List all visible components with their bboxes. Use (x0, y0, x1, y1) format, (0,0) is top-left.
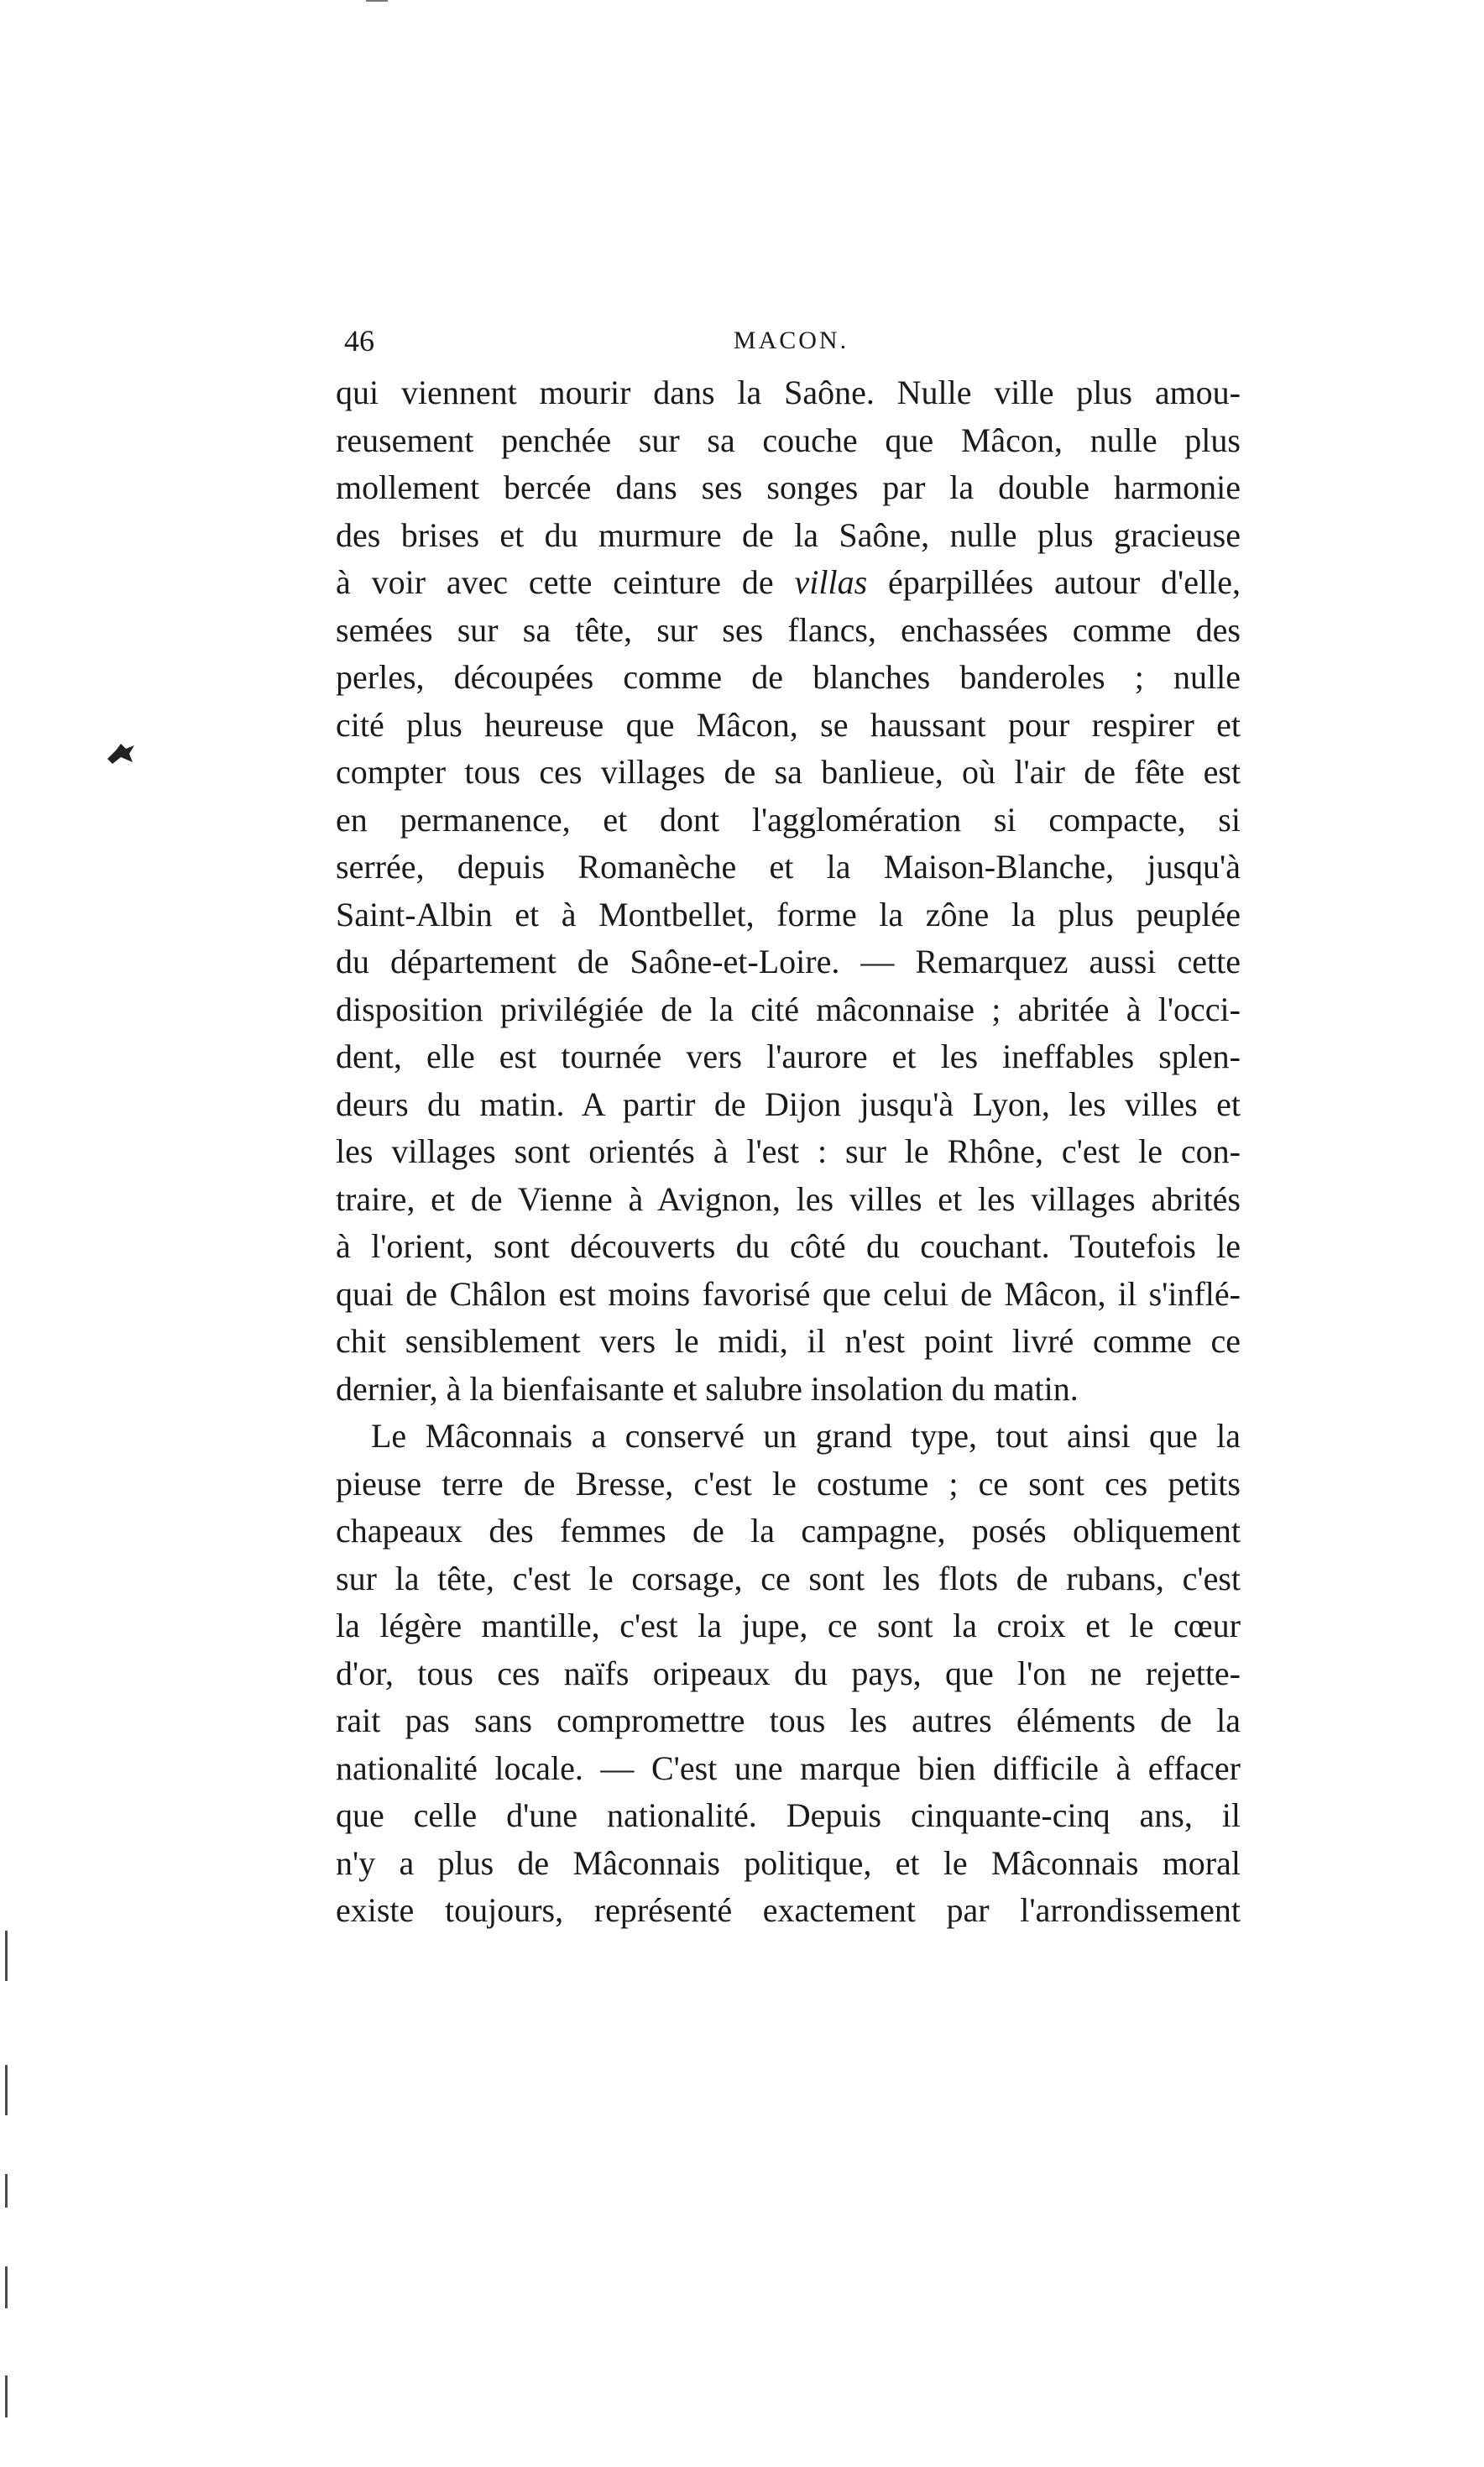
text-line: reusement penchée sur sa couche que Mâcon, nulle plus (336, 421, 1241, 459)
text-line: qui viennent mourir dans la Saône. Nulle ville plus amou- (336, 374, 1241, 411)
text-line: des brises et du murmure de la Saône, nulle plus gracieuse (336, 515, 1241, 554)
text-line: à l'orient, sont découverts du côté du couchant. Toutefois le (336, 1227, 1241, 1265)
text-line: perles, découpées comme de blanches banderoles ; nulle (336, 658, 1241, 696)
text-line: deurs du matin. A partir de Dijon jusqu'à Lyon, les villes et (336, 1085, 1241, 1123)
text-line: semées sur sa tête, sur ses flancs, enchassées comme des (336, 610, 1241, 649)
text-line: dernier, à la bienfaisante et salubre insolation du matin. (336, 1369, 1079, 1408)
scan-artifact (366, 0, 388, 2)
margin-mark (5, 1931, 8, 1981)
text-line: chit sensiblement vers le midi, il n'est point livré comme ce (336, 1322, 1241, 1360)
text-line: traire, et de Vienne à Avignon, les villes et les villages abrités (336, 1179, 1241, 1218)
text-line: les villages sont orientés à l'est : sur le Rhône, c'est le con- (336, 1132, 1241, 1170)
margin-mark (5, 2065, 8, 2115)
text-line: disposition privilégiée de la cité mâconnaise ; abritée à l'occi- (336, 990, 1241, 1028)
text-line: sur la tête, c'est le corsage, ce sont les flots de rubans, c'est (336, 1559, 1241, 1597)
text-line: rait pas sans compromettre tous les autres éléments de la (336, 1701, 1241, 1739)
text-line: chapeaux des femmes de la campagne, posés obliquement (336, 1512, 1241, 1550)
chapter-title: MACON. (733, 327, 849, 354)
text-line: Saint-Albin et à Montbellet, forme la zône la plus peuplée (336, 895, 1241, 933)
text-line: en permanence, et dont l'agglomération si compacte, si (336, 800, 1241, 839)
body-text (336, 369, 1241, 1935)
text-line: quai de Châlon est moins favorisé que celui de Mâcon, il s'inflé- (336, 1274, 1241, 1313)
text-line: mollement bercée dans ses songes par la double harmonie (336, 468, 1241, 506)
text-line: dent, elle est tournée vers l'aurore et les ineffables splen- (336, 1037, 1241, 1075)
text-line: d'or, tous ces naïfs oripeaux du pays, que l'on ne rejette- (336, 1654, 1241, 1692)
text-line: cité plus heureuse que Mâcon, se haussant pour respirer et (336, 705, 1241, 744)
margin-mark (5, 2174, 8, 2208)
margin-mark (5, 2266, 8, 2308)
text-line: pieuse terre de Bresse, c'est le costume ; ce sont ces petits (336, 1464, 1241, 1503)
margin-mark (5, 2376, 8, 2417)
running-head (344, 323, 1238, 365)
text-line: Le Mâconnais a conservé un grand type, tout ainsi que la (371, 1417, 1241, 1455)
text-line: que celle d'une nationalité. Depuis cinquante-cinq ans, il (336, 1796, 1241, 1834)
page-number: 46 (344, 324, 374, 358)
text-line: compter tous ces villages de sa banlieue, où l'air de fête est (336, 753, 1241, 791)
text-line: n'y a plus de Mâconnais politique, et le Mâconnais moral (336, 1843, 1241, 1882)
text-line: serrée, depuis Romanèche et la Maison-Blanche, jusqu'à (336, 848, 1241, 886)
text-line: à voir avec cette ceinture de villas éparpillées autour d'elle, (336, 563, 1241, 601)
text-line: existe toujours, représenté exactement par l'arrondissement (336, 1891, 1241, 1929)
text-line: la légère mantille, c'est la jupe, ce sont la croix et le cœur (336, 1607, 1241, 1644)
text-line: du département de Saône-et-Loire. — Remarquez aussi cette (336, 943, 1241, 980)
ink-blot-ornament (104, 740, 138, 766)
text-line: nationalité locale. — C'est une marque bien difficile à effacer (336, 1748, 1241, 1787)
